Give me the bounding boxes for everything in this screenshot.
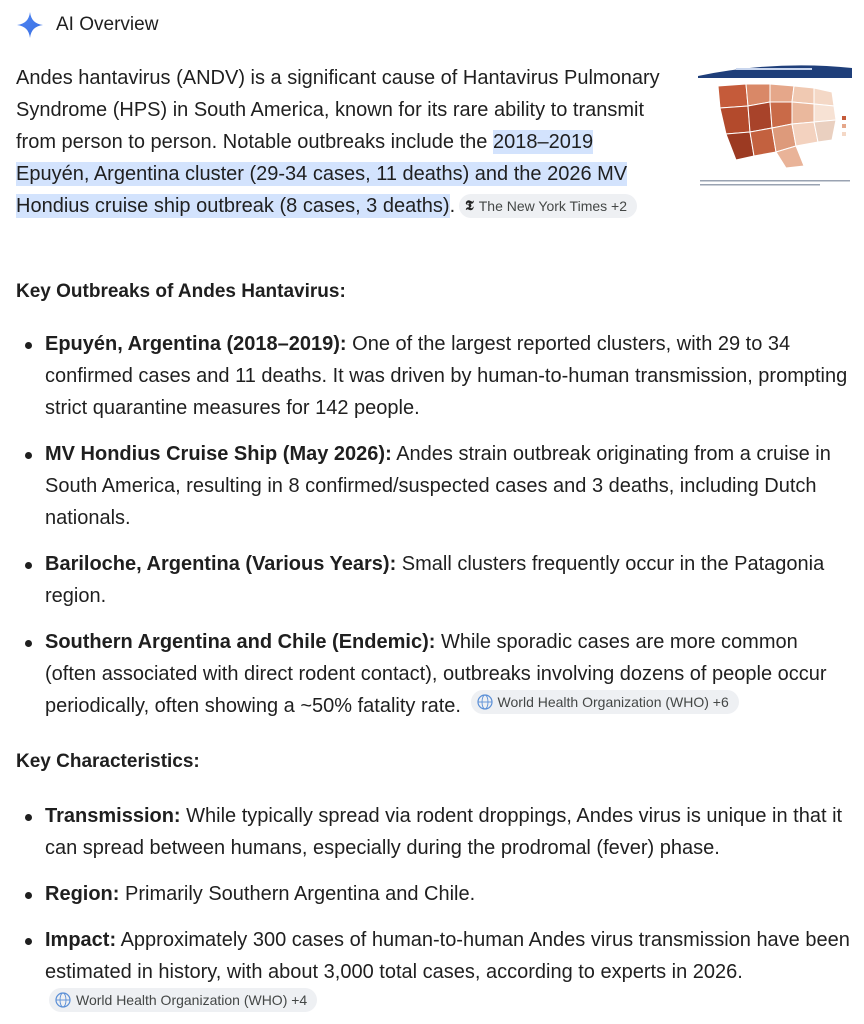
intro-paragraph (16, 62, 666, 222)
list-item-title: Region: (45, 883, 120, 905)
intro-text: Andes hantavirus (ANDV) is a significant cause of Hantavirus Pulmonary Syndrome (HPS) in South America, known for its rare ability to transmit from person to person. Notable outbreaks include the (16, 67, 660, 153)
outbreaks-list (16, 328, 851, 722)
characteristics-list (16, 800, 851, 1020)
source-chip-who[interactable] (49, 988, 317, 1012)
list-item-body: One of the largest reported clusters, with 29 to 34 confirmed cases and 11 deaths. It was driven by human-to-human transmission, prompting strict quarantine measures for 142 people. (45, 333, 848, 419)
list-item-body: Primarily Southern Argentina and Chile. (119, 883, 476, 905)
list-item (16, 438, 851, 534)
list-item-body: Andes strain outbreak originating from a cruise in South America, resulting in 8 confirmed/suspected cases and 3 deaths, including Dutch nationals. (45, 443, 831, 529)
who-logo-icon (55, 992, 71, 1008)
ai-overview-header (16, 10, 158, 40)
list-item-title: Epuyén, Argentina (2018–2019): (45, 333, 347, 355)
list-item-body: Small clusters frequently occur in the Patagonia region. (45, 553, 825, 607)
source-chip-label: World Health Organization (WHO) +6 (497, 694, 729, 710)
list-item-title: Southern Argentina and Chile (Endemic): (45, 631, 436, 653)
list-item (16, 328, 851, 424)
list-item-body: While sporadic cases are more common (often associated with direct rodent contact), outbreaks involving dozens of people occur periodically, often showing a ~50% fatality rate. (45, 631, 827, 717)
list-item (16, 878, 851, 910)
list-item (16, 924, 851, 1020)
ai-overview-title: AI Overview (56, 14, 159, 35)
intro-highlight[interactable]: 2018–2019 Epuyén, Argentina cluster (29-34 cases, 11 deaths) and the 2026 MV Hondius cruise ship outbreak (8 cases, 3 deaths) (16, 131, 628, 217)
list-item (16, 626, 851, 722)
us-map-thumbnail-image[interactable] (696, 62, 854, 194)
list-item-body: While typically spread via rodent droppings, Andes virus is unique in that it can spread between humans, especially during the prodromal (fever) phase. (45, 805, 843, 859)
source-chip-label: World Health Organization (WHO) +4 (76, 992, 308, 1008)
intro-text-end: . (449, 195, 456, 217)
gemini-sparkle-icon (16, 11, 44, 39)
source-chip-label: The New York Times +2 (478, 198, 627, 214)
list-item-title: Impact: (45, 929, 117, 951)
who-logo-icon (477, 694, 493, 710)
list-item-title: Bariloche, Argentina (Various Years): (45, 553, 397, 575)
outbreaks-heading: Key Outbreaks of Andes Hantavirus: (16, 281, 346, 302)
nyt-logo-icon: 𝕿 (465, 198, 474, 214)
characteristics-heading: Key Characteristics: (16, 751, 200, 772)
list-item-body: Approximately 300 cases of human-to-human Andes virus transmission have been estimated in history, with about 3,000 total cases, according to experts in 2026. (45, 929, 850, 983)
source-chip-who[interactable] (471, 690, 739, 714)
source-chip-nyt[interactable] (459, 194, 637, 218)
list-item-title: MV Hondius Cruise Ship (May 2026): (45, 443, 392, 465)
list-item-title: Transmission: (45, 805, 181, 827)
list-item (16, 800, 851, 864)
list-item (16, 548, 851, 612)
